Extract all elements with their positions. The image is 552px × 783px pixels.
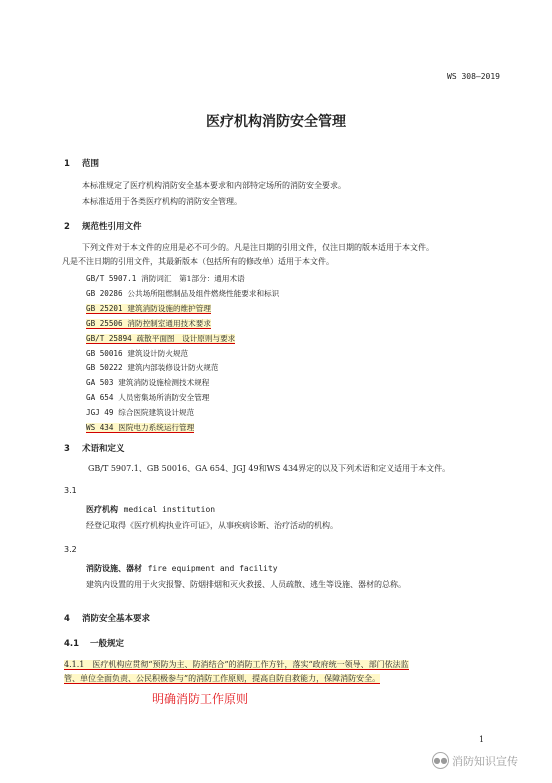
reference-code: GA 503 [86, 378, 114, 388]
term-cn: 医疗机构 [86, 505, 118, 514]
reference-entry [86, 378, 209, 387]
reference-name: 建筑设计防火规范 [127, 348, 189, 358]
reference-name: 消防词汇 第1部分：通用术语 [141, 274, 245, 283]
reference-name: 建筑消防设施的维护管理 [127, 303, 211, 313]
reference-item [86, 318, 211, 329]
reference-code: GB/T 5907.1 [86, 274, 137, 283]
term-definition: 经登记取得《医疗机构执业许可证》，从事疾病诊断、治疗活动的机构。 [86, 521, 338, 530]
paragraph: 凡是不注日期的引用文件，其最新版本（包括所有的修改单）适用于本文件。 [62, 257, 334, 266]
term-number: 3.2 [64, 545, 77, 554]
section-number: 2 [64, 222, 70, 232]
reference-code: JGJ 49 [86, 408, 114, 418]
paragraph: 本标准规定了医疗机构消防安全基本要求和内部特定场所的消防安全要求。 [82, 181, 346, 190]
reference-code: GB 50222 [86, 363, 123, 373]
highlighted-clause: 4.1.1 医疗机构应贯彻“预防为主、防消结合”的消防工作方针，落实“政府统一领导、部门依法监 [64, 660, 409, 669]
reference-item [86, 362, 219, 373]
reference-entry [86, 289, 279, 298]
section-title: 术语和定义 [82, 444, 125, 454]
reference-entry [86, 363, 219, 372]
subsection-heading [64, 637, 124, 649]
reference-entry [86, 274, 245, 283]
reference-entry [86, 349, 188, 358]
reference-code: GB 50016 [86, 348, 123, 358]
highlighted-clause: 管、单位全面负责、公民积极参与”的消防工作原则，提高自防自救能力，保障消防安全。 [64, 674, 381, 683]
reference-entry [86, 393, 209, 402]
section-title: 规范性引用文件 [82, 222, 142, 232]
reference-entry [86, 408, 194, 417]
annotation-note: 明确消防工作原则 [152, 692, 249, 706]
wechat-icon: ●● [432, 752, 449, 769]
reference-item [86, 288, 279, 299]
reference-name: 疏散平面图 设计原则与要求 [136, 333, 236, 343]
reference-name: 公共场所阻燃制品及组件燃烧性能要求和标识 [127, 288, 280, 298]
paragraph: 下列文件对于本文件的应用是必不可少的。凡是注日期的引用文件，仅注日期的版本适用于本文件。 [82, 243, 434, 252]
reference-item [86, 273, 245, 284]
term-heading [86, 504, 215, 515]
section-number: 1 [64, 159, 70, 169]
term-en: medical institution [123, 505, 216, 514]
reference-item [86, 377, 209, 388]
term-heading [86, 563, 278, 574]
reference-name: 综合医院建筑设计规范 [118, 408, 195, 418]
section-title: 范围 [82, 159, 100, 169]
reference-code: WS 434 [86, 423, 114, 432]
section-1-heading [64, 157, 99, 169]
reference-code: GB/T 25894 [86, 333, 132, 343]
term-number: 3.1 [64, 486, 77, 495]
reference-name: 人员密集场所消防安全管理 [118, 393, 210, 403]
reference-name: 消防控制室通用技术要求 [127, 318, 211, 328]
clause-line-2 [64, 673, 380, 684]
clause-line-1 [64, 659, 409, 670]
section-4-heading [64, 612, 150, 624]
subsection-title: 一般规定 [90, 639, 125, 649]
reference-entry [86, 319, 211, 329]
reference-code: GB 25201 [86, 303, 123, 313]
reference-entry [86, 334, 235, 344]
reference-name: 建筑消防设施检测技术规程 [118, 378, 210, 388]
reference-item [86, 303, 211, 314]
page-number: 1 [479, 735, 485, 744]
term-cn: 消防设施、器材 [86, 564, 142, 573]
paragraph: GB/T 5907.1、GB 50016、GA 654、JGJ 49和WS 434界定的以及下列术语和定义适用于本文件。 [88, 464, 451, 473]
section-number: 3 [64, 444, 70, 454]
watermark-text: 消防知识宣传 [452, 754, 518, 768]
section-number: 4 [64, 614, 70, 624]
paragraph: 本标准适用于各类医疗机构的消防安全管理。 [82, 197, 242, 206]
reference-item [86, 348, 188, 359]
reference-name: 医院电力系统运行管理 [118, 423, 195, 432]
standard-code: WS 308—2019 [447, 72, 500, 81]
reference-code: GA 654 [86, 393, 114, 403]
term-definition: 建筑内设置的用于火灾报警、防烟排烟和灭火救援、人员疏散、逃生等设施、器材的总称。 [86, 580, 406, 589]
document-title: 医疗机构消防安全管理 [206, 114, 346, 130]
section-title: 消防安全基本要求 [82, 614, 151, 624]
reference-item [86, 333, 235, 344]
reference-entry [86, 304, 211, 314]
subsection-number: 4.1 [64, 639, 80, 649]
reference-item [86, 422, 194, 433]
reference-name: 建筑内部装修设计防火规范 [127, 363, 219, 373]
reference-item [86, 392, 209, 403]
watermark [432, 752, 518, 769]
reference-entry [86, 423, 194, 433]
reference-code: GB 25506 [86, 318, 123, 328]
term-en: fire equipment and facility [147, 564, 278, 573]
reference-code: GB 20286 [86, 288, 123, 298]
section-3-heading [64, 442, 125, 454]
reference-item [86, 407, 194, 418]
section-2-heading [64, 220, 142, 232]
